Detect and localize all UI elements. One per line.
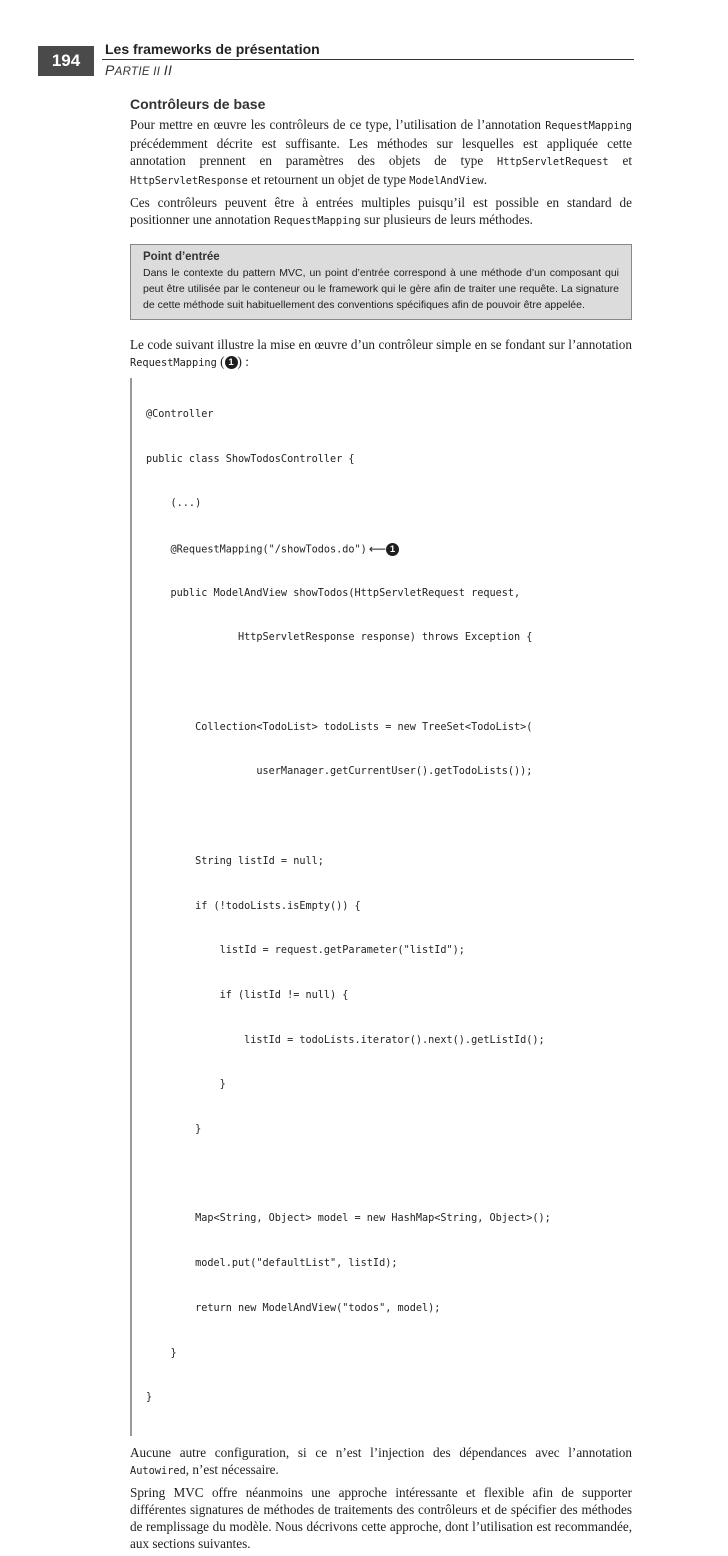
code-listing [130,378,632,1436]
code-line [146,1168,632,1183]
page-number: 194 [38,46,94,76]
code-line: userManager.getCurrentUser().getTodoLists()); [146,766,533,778]
part-label-rest: ARTIE II [114,66,161,78]
code-line [146,676,632,691]
running-title: Les frameworks de présentation [105,41,320,57]
code-line-annotated: @RequestMapping("/showTodos.do") ⟵ 1 [146,542,632,557]
code-line: } [146,1392,153,1404]
inline-code: HttpServletResponse [130,175,248,187]
code-line: if (!todoLists.isEmpty()) { [146,900,361,912]
paragraph-conclusion: Spring MVC offre néanmoins une approche intéressante et flexible afin de supporter différentes signatures de méthodes de traitements des contrôleurs et de spécifier des méthodes de remplissage du modèle. Nous décrivons cette approche, dont l’utilisation est recommandée, aux sections suivantes. [130,1484,632,1551]
section-title: Contrôleurs de base [130,96,266,112]
code-line: public class ShowTodosController { [146,453,355,465]
paragraph-autowired: Aucune autre configuration, si ce n’est l’injection des dépendances avec l’annotation Autowired, n’est nécessaire. [130,1444,632,1477]
code-line: if (listId != null) { [146,989,349,1001]
code-line: public ModelAndView showTodos(HttpServletRequest request, [146,587,521,599]
code-line: } [146,1079,226,1091]
code-line: HttpServletResponse response) throws Exception { [146,632,533,644]
code-line [146,810,632,825]
header-rule [102,59,634,60]
paragraph-multiple-entries: Ces contrôleurs peuvent être à entrées multiples puisqu’il est possible en standard de positionner une annotation RequestMapping sur plusieurs de leurs méthodes. [130,195,632,227]
inline-code: HttpServletRequest [497,156,609,168]
inline-code: RequestMapping [545,120,632,132]
inline-code: RequestMapping [130,357,217,369]
code-line: return new ModelAndView("todos", model); [146,1302,441,1314]
inline-code: ModelAndView [409,175,484,187]
code-line: } [146,1347,177,1359]
code-line: @Controller [146,408,214,420]
code-line: listId = todoLists.iterator().next().getListId(); [146,1034,545,1046]
code-line: model.put("defaultList", listId); [146,1258,398,1270]
callout-marker-icon: 1 [386,543,399,556]
sidebar-box [130,244,632,320]
code-line: (...) [146,498,202,510]
inline-code: Autowired [130,1464,186,1477]
paragraph-intro: Pour mettre en œuvre les contrôleurs de ce type, l’utilisation de l’annotation RequestMapping précédemment décrite est suffisante. Les méthodes sur lesquelles est appliquée cette annotation prennent en paramètres des objets de type HttpServletRequest et HttpServletResponse et retournent un objet de type ModelAndView. [130,117,632,187]
sidebar-title: Point d’entrée [143,251,220,263]
sidebar-text: Dans le contexte du pattern MVC, un point d’entrée correspond à une méthode d’un composant qui peut être utilisée par le conteneur ou le framework qui le gère afin de traiter une requête. La signature de cette méthode suit habituellement des conventions spécifiques afin de pouvoir être appelée. [143,267,619,311]
arrow-left-icon: ⟵ [368,541,387,556]
page-body [130,96,632,1556]
code-line: Map<String, Object> model = new HashMap<String, Object>(); [146,1213,551,1225]
code-line: Collection<TodoList> todoLists = new TreeSet<TodoList>( [146,721,533,733]
code-line: listId = request.getParameter("listId"); [146,945,465,957]
inline-code: RequestMapping [273,215,361,227]
part-label-initial: P [105,62,115,78]
paragraph-code-intro: Le code suivant illustre la mise en œuvre d’un contrôleur simple en se fondant sur l’annotation RequestMapping ( 1 ) : [130,337,632,369]
code-line: } [146,1124,202,1136]
callout-marker-icon: 1 [225,356,238,369]
part-label: PARTIE II II [105,62,173,78]
code-line: String listId = null; [146,855,324,867]
